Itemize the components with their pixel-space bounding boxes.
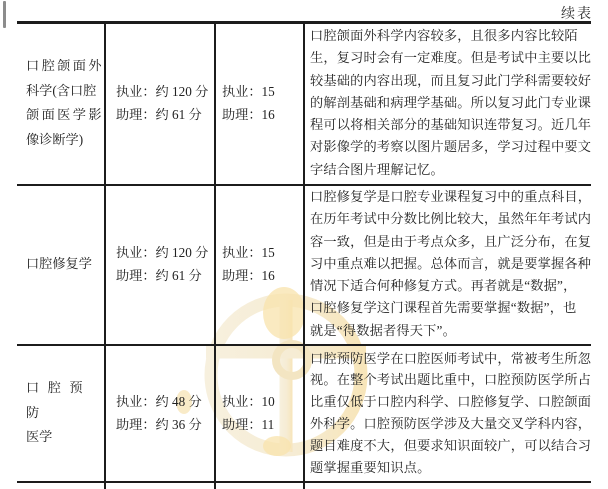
- description-cell-row1: [310, 24, 590, 182]
- description-line: 口腔颌面外科学内容较多，且很多内容比较陌: [310, 27, 578, 43]
- description-line: 的解剖基础和病理学基础。所以复习此门专业课: [310, 94, 592, 110]
- description-line: 题目难度不大，但要求知识面较广，可以结合习: [310, 437, 592, 453]
- description-line: 题掌握重要知识点。: [310, 459, 431, 475]
- subject-line: 口腔预防: [26, 380, 92, 420]
- description-line: 就是“得数据者得天下”。: [310, 322, 456, 338]
- count-cell-row3: [222, 346, 302, 480]
- column-separator-1: [104, 21, 106, 489]
- column-separator-2: [214, 21, 216, 489]
- description-line: 比重仅低于口腔内科学、口腔修复学、口腔颌面: [310, 394, 592, 410]
- count-line-assistant: 助理：16: [222, 107, 275, 122]
- count-line-assistant: 助理：11: [222, 417, 275, 432]
- description-line: 对影像学的考察以图片题居多，学习过程中要文: [310, 139, 592, 155]
- description-line: 口腔修复学这门课程首先需要掌握“数据”，也: [310, 300, 577, 316]
- description-line: 容一致，但是由于考点众多，且广泛分布，在复: [310, 233, 592, 249]
- subject-cell-row2: [26, 186, 104, 342]
- description-cell-row2: [310, 186, 590, 342]
- count-line-assistant: 助理：16: [222, 268, 275, 283]
- count-line-practicing: 执业：10: [222, 393, 275, 409]
- description-line: 情况下适合何种修复方式。再者就是“数据”，: [310, 278, 577, 294]
- subject-line: 科学(含口腔: [26, 82, 97, 98]
- subject-cell-row3: [26, 346, 104, 480]
- description-line: 在历年考试中分数比例比较大，虽然年年考试内: [310, 211, 592, 227]
- description-line: 视。在整个考试出题比重中，口腔预防医学所占: [310, 372, 592, 388]
- count-line-practicing: 执业：15: [222, 244, 275, 260]
- score-cell-row3: [116, 346, 214, 480]
- score-line-practicing: 执业：约 48 分: [116, 393, 202, 409]
- score-line-practicing: 执业：约 120 分: [116, 244, 209, 260]
- count-cell-row2: [222, 186, 302, 342]
- score-line-assistant: 助理：约 61 分: [116, 107, 202, 122]
- description-line: 较基础的内容出现，而且复习此门学科需要较好: [310, 72, 592, 88]
- description-line: 生，复习时会有一定难度。但是考试中主要以比: [310, 50, 592, 66]
- subject-line: 颌面医学影: [26, 107, 104, 122]
- column-separator-3: [303, 21, 305, 489]
- subject-line: 像诊断学): [26, 131, 84, 147]
- continued-table-label: 续表: [561, 7, 593, 22]
- score-line-assistant: 助理：约 36 分: [116, 417, 202, 432]
- count-line-practicing: 执业：15: [222, 83, 275, 99]
- description-line: 程可以将相关部分的基础知识连带复习。近几年: [310, 117, 592, 133]
- description-cell-row3: [310, 346, 590, 480]
- description-line: 外科学。口腔预防医学涉及大量交叉学科内容，: [310, 416, 592, 431]
- subject-cell-row1: [26, 24, 104, 182]
- subject-line: 口腔修复学: [26, 255, 92, 271]
- score-cell-row1: [116, 24, 214, 182]
- score-cell-row2: [116, 186, 214, 342]
- subject-line: 口腔颌面外: [26, 58, 104, 73]
- description-line: 口腔修复学是口腔专业课程复习中的重点科目，: [310, 188, 592, 204]
- subject-line: 医学: [26, 429, 53, 445]
- score-line-assistant: 助理：约 61 分: [116, 268, 202, 283]
- score-line-practicing: 执业：约 120 分: [116, 83, 209, 99]
- description-line: 口腔预防医学在口腔医师考试中，常被考生所忽: [310, 350, 592, 366]
- scan-edge-artifact: [3, 1, 6, 28]
- description-line: 习中重点难以把握。总体而言，就是要掌握各种: [310, 255, 592, 271]
- description-line: 字结合图片理解记忆。: [310, 161, 444, 177]
- count-cell-row1: [222, 24, 302, 182]
